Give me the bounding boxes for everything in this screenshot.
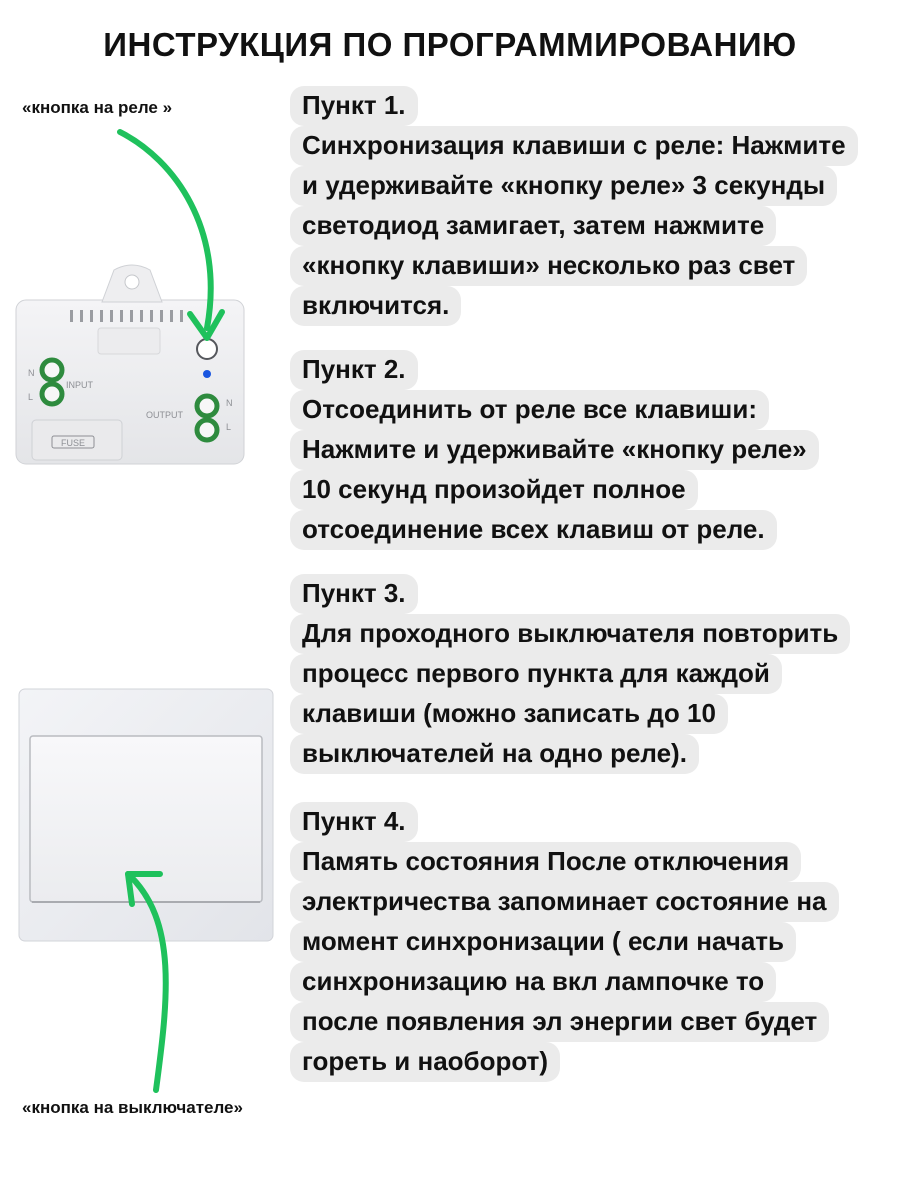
step-4-line: гореть и наоборот) [290,1042,560,1082]
step-4 [290,802,890,1082]
step-1-heading: Пункт 1. [290,86,418,126]
step-4-heading: Пункт 4. [290,802,418,842]
svg-text:L: L [226,422,232,432]
step-4-line: момент синхронизации ( если начать [290,922,796,962]
relay-button-callout: «кнопка на реле » [22,98,173,117]
step-4-line: синхронизацию на вкл лампочке то [290,962,776,1002]
step-3-line: клавиши (можно записать до 10 [290,694,728,734]
svg-text:N: N [28,368,35,378]
svg-text:N: N [226,398,233,408]
step-1-line: и удерживайте «кнопку реле» 3 секунды [290,166,837,206]
step-1 [290,86,890,326]
svg-text:INPUT: INPUT [66,380,93,390]
step-1-line: «кнопку клавиши» несколько раз свет [290,246,807,286]
step-4-line: электричества запоминает состояние на [290,882,839,922]
switch-button-callout: «кнопка на выключателе» [22,1098,243,1117]
step-3-line: процесс первого пункта для каждой [290,654,782,694]
step-2-line: отсоединение всех клавиш от реле. [290,510,777,550]
step-4-line: Память состояния После отключения [290,842,801,882]
step-2 [290,350,890,550]
step-2-line: 10 секунд произойдет полное [290,470,698,510]
step-4-line: после появления эл энергии свет будет [290,1002,829,1042]
step-2-heading: Пункт 2. [290,350,418,390]
step-3 [290,574,890,774]
svg-text:OUTPUT: OUTPUT [146,410,183,420]
step-3-line: выключателей на одно реле). [290,734,699,774]
step-3-line: Для проходного выключателя повторить [290,614,850,654]
step-1-line: Синхронизация клавиши с реле: Нажмите [290,126,858,166]
step-3-heading: Пункт 3. [290,574,418,614]
step-1-line: включится. [290,286,461,326]
step-2-line: Отсоединить от реле все клавиши: [290,390,769,430]
page-title: ИНСТРУКЦИЯ ПО ПРОГРАММИРОВАНИЮ [103,26,797,63]
step-1-line: светодиод замигает, затем нажмите [290,206,776,246]
step-2-line: Нажмите и удерживайте «кнопку реле» [290,430,819,470]
svg-text:L: L [28,392,34,402]
svg-text:FUSE: FUSE [61,438,86,448]
